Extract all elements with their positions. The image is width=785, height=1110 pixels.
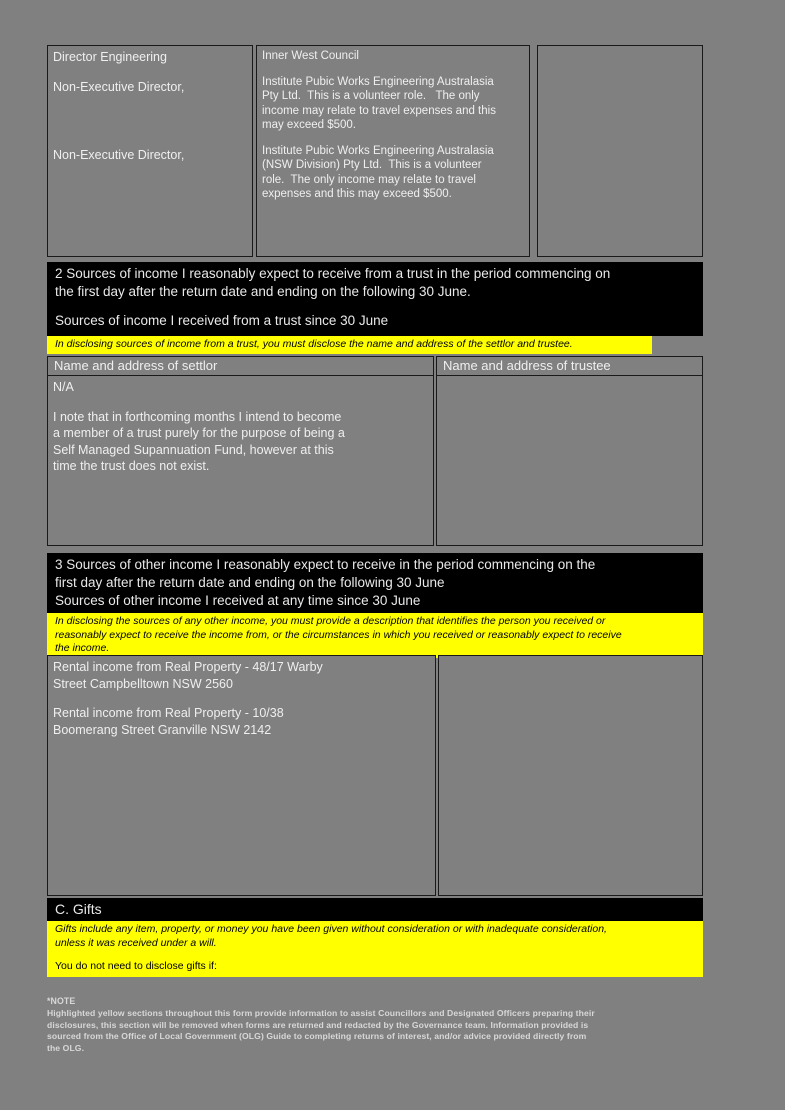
footer-note	[47, 996, 747, 1054]
section-2-col-header-settlor	[47, 356, 434, 375]
gifts-heading-label: C. Gifts	[55, 901, 102, 917]
organisation-line: (NSW Division) Pty Ltd. This is a volunteer	[262, 159, 482, 171]
footer-note-line: the OLG.	[47, 1042, 85, 1053]
section-2-col-header-trustee	[436, 356, 703, 375]
settlor-value-line: time the trust does not exist.	[53, 459, 210, 473]
section-3-helper-note-line: the income.	[55, 642, 110, 654]
position-row-1: Director Engineering	[53, 50, 167, 64]
gifts-helper-note-line: Gifts include any item, property, or money you have been given without consideration or with inadequate consideration,	[55, 923, 607, 935]
section-2-helper-note	[47, 336, 652, 354]
section-2-trustee-value[interactable]	[436, 375, 703, 546]
spacer	[262, 133, 524, 144]
income-line: Boomerang Street Granville NSW 2142	[53, 722, 272, 737]
organisation-line: may exceed $500.	[262, 119, 356, 131]
gifts-helper-note-line: unless it was received under a will.	[55, 936, 217, 949]
section-3-heading-line-3: Sources of other income I received at any time since 30 June	[55, 593, 421, 608]
income-line: Rental income from Real Property - 10/38	[53, 706, 284, 720]
organisation-line: income may relate to travel expenses and this	[262, 104, 496, 117]
spacer	[53, 692, 430, 705]
organisation-line: Institute Pubic Works Engineering Australasia	[262, 75, 494, 88]
gifts-helper-note-line: You do not need to disclose gifts if:	[55, 960, 217, 972]
trustee-header-label: Name and address of trustee	[443, 358, 611, 373]
section-2-helper-note-text: In disclosing sources of income from a trust, you must disclose the name and address of the settlor and trustee.	[55, 338, 573, 350]
section-2-heading-line-3: Sources of income I received from a trust since 30 June	[55, 313, 389, 328]
footer-note-line: sourced from the Office of Local Government (OLG) Guide to completing returns of interest, and/or advice provided directly from	[47, 1031, 587, 1042]
position-row-3: Non-Executive Director,	[53, 148, 185, 162]
positions-table-cell-position	[47, 45, 253, 257]
organisation-line: expenses and this may exceed $500.	[262, 188, 452, 200]
section-3-heading	[47, 553, 703, 613]
settlor-value-line: I note that in forthcoming months I intend to become	[53, 409, 342, 424]
section-2-settlor-value[interactable]	[47, 375, 434, 546]
section-3-helper-note	[47, 613, 703, 658]
income-line: Rental income from Real Property - 48/17 Warby	[53, 660, 323, 674]
section-gifts-helper-note	[47, 921, 703, 977]
section-2-heading-line-1: 2 Sources of income I reasonably expect to receive from a trust in the period commencing on	[55, 266, 611, 281]
footer-note-line: disclosures, this section will be removed when forms are returned and redacted by the Governance team. Information provided is	[47, 1019, 589, 1030]
spacer	[53, 396, 428, 409]
section-gifts-heading	[47, 898, 703, 921]
organisation-line: Inner West Council	[262, 50, 359, 62]
spacer	[53, 121, 247, 134]
spacer	[53, 108, 247, 121]
organisation-line: Pty Ltd. This is a volunteer role. The only	[262, 90, 480, 102]
spacer	[55, 950, 697, 960]
section-3-heading-line-1: 3 Sources of other income I reasonably expect to receive in the period commencing on the	[55, 557, 596, 572]
settlor-header-label: Name and address of settlor	[54, 358, 218, 373]
section-3-right-value[interactable]	[438, 655, 703, 896]
spacer	[53, 134, 247, 147]
spacer	[55, 301, 697, 312]
spacer	[53, 95, 247, 108]
section-3-income-value[interactable]	[47, 655, 436, 896]
section-2-heading-line-2: the first day after the return date and ending on the following 30 June.	[55, 284, 471, 299]
spacer	[53, 66, 247, 79]
position-row-2: Non-Executive Director,	[53, 79, 185, 94]
footer-note-line: Highlighted yellow sections throughout this form provide information to assist Councillors and Designated Officers preparing their	[47, 1008, 595, 1019]
organisation-line: Institute Pubic Works Engineering Australasia	[262, 144, 494, 157]
spacer	[262, 64, 524, 75]
settlor-value-line: a member of a trust purely for the purpose of being a	[53, 426, 345, 440]
settlor-value-na: N/A	[53, 380, 74, 394]
organisation-line: role. The only income may relate to travel	[262, 173, 476, 186]
positions-table-cell-third-column	[537, 45, 703, 257]
settlor-value-line: Self Managed Supannuation Fund, however at this	[53, 442, 334, 457]
income-line: Street Campbelltown NSW 2560	[53, 676, 233, 691]
section-3-helper-note-line: In disclosing the sources of any other income, you must provide a description that identifies the person you received or	[55, 615, 606, 627]
footer-note-title: *NOTE	[47, 996, 76, 1006]
section-3-helper-note-line: reasonably expect to receive the income from, or the circumstances in which you received or reasonably expect to receive	[55, 628, 622, 641]
positions-table-cell-organisation	[256, 45, 530, 257]
section-2-heading	[47, 262, 703, 336]
section-3-heading-line-2: first day after the return date and ending on the following 30 June	[55, 575, 445, 590]
